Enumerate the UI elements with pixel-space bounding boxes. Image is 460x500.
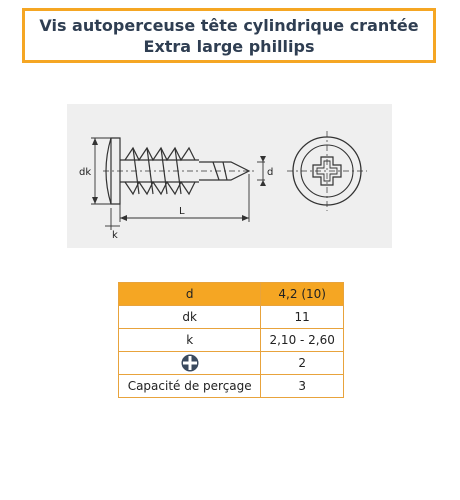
label-d: d bbox=[267, 167, 274, 178]
value-cell: 11 bbox=[261, 306, 344, 329]
table-row bbox=[119, 352, 344, 375]
param-cell: Capacité de perçage bbox=[119, 375, 261, 398]
value-cell: 2 bbox=[261, 352, 344, 375]
table-row bbox=[119, 329, 344, 352]
title-box bbox=[22, 8, 436, 63]
param-cell: k bbox=[119, 329, 261, 352]
value-cell: 2,10 - 2,60 bbox=[261, 329, 344, 352]
title-line-2: Extra large phillips bbox=[143, 36, 315, 56]
param-cell: d bbox=[119, 283, 261, 306]
title-line-1: Vis autoperceuse tête cylindrique crantée bbox=[39, 15, 419, 35]
value-cell: 4,2 (10) bbox=[261, 283, 344, 306]
table-row bbox=[119, 283, 344, 306]
label-k: k bbox=[112, 230, 118, 241]
param-cell bbox=[119, 352, 261, 375]
screw-drawing-svg bbox=[67, 104, 392, 248]
label-dk: dk bbox=[79, 167, 92, 178]
param-cell: dk bbox=[119, 306, 261, 329]
screw-head-top-view bbox=[287, 131, 367, 211]
screw-threads-top bbox=[125, 148, 195, 160]
value-cell: 3 bbox=[261, 375, 344, 398]
screw-technical-drawing bbox=[67, 104, 392, 248]
table-row bbox=[119, 375, 344, 398]
screw-threads-bottom bbox=[125, 182, 195, 194]
phillips-drive-icon bbox=[181, 354, 199, 372]
table-row bbox=[119, 306, 344, 329]
specs-table bbox=[118, 282, 344, 398]
label-L: L bbox=[179, 206, 185, 217]
